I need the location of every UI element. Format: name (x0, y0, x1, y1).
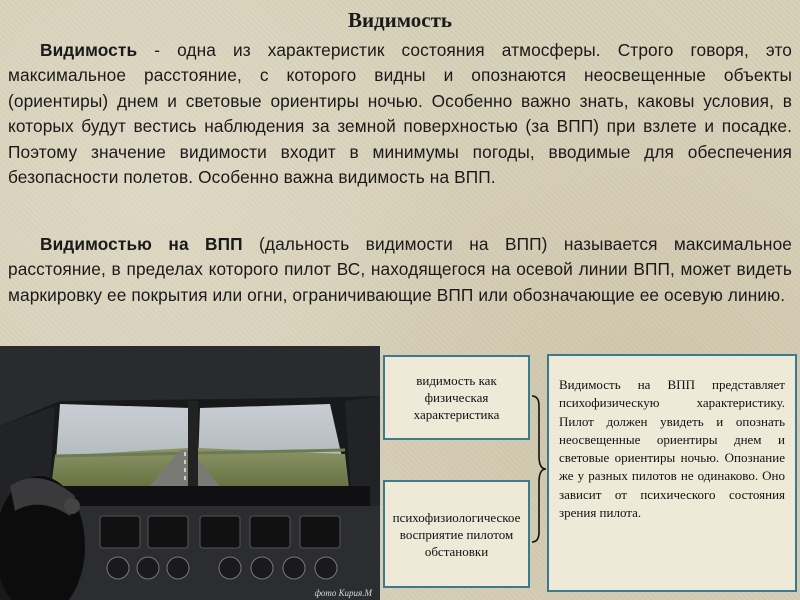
paragraph-visibility-definition (8, 38, 792, 190)
physical-characteristic-box (383, 355, 530, 440)
psychophysiological-perception-box (383, 480, 530, 588)
curly-brace-icon (530, 394, 548, 544)
slide-title: Видимость (347, 8, 453, 32)
paragraph-2-body: (дальность видимости на ВПП) называется максимальное расстояние, в пределах которого пилот ВС, находящегося на осевой линии ВПП, может видеть маркировку ее покрытия или огни, ограничивающие ВПП или обозначающие ее осевую линию. (8, 234, 792, 305)
box-3-text: Видимость на ВПП представляет психофизическую характеристику. Пилот должен увидеть и опознать неосвещенные ориентиры днем и световые ориентиры ночью. Опознание же у разных пилотов не одинаково. Оно зависит от психического состояния зрения пилота. (559, 377, 785, 521)
term-runway-visibility: Видимостью на ВПП (40, 234, 243, 254)
photo-credit: фото Кирия.М (314, 588, 372, 598)
box-2-text: психофизиологическое восприятие пилотом обстановки (392, 509, 521, 559)
box-1-text: видимость как физическая характеристика (413, 373, 500, 422)
cockpit-photo (0, 346, 380, 600)
paragraph-runway-visibility (8, 232, 792, 308)
cockpit-illustration (0, 346, 380, 600)
term-visibility: Видимость (40, 40, 138, 60)
paragraph-1-body: - одна из характеристик состояния атмосферы. Строго говоря, это максимальное расстояние, с которого видны и опознаются неосвещенные объекты (ориентиры) днем и световые ориентиры ночью. Особенно важно знать, каковы условия, в которых будут вестись наблюдения за земной поверхностью (за ВПП) при взлете и посадке. Поэтому значение видимости входит в минимумы погоды, вводимые для обеспечения безопасности полетов. Особенно важна видимость на ВПП. (8, 40, 792, 188)
runway-visibility-explanation-box (547, 354, 797, 592)
